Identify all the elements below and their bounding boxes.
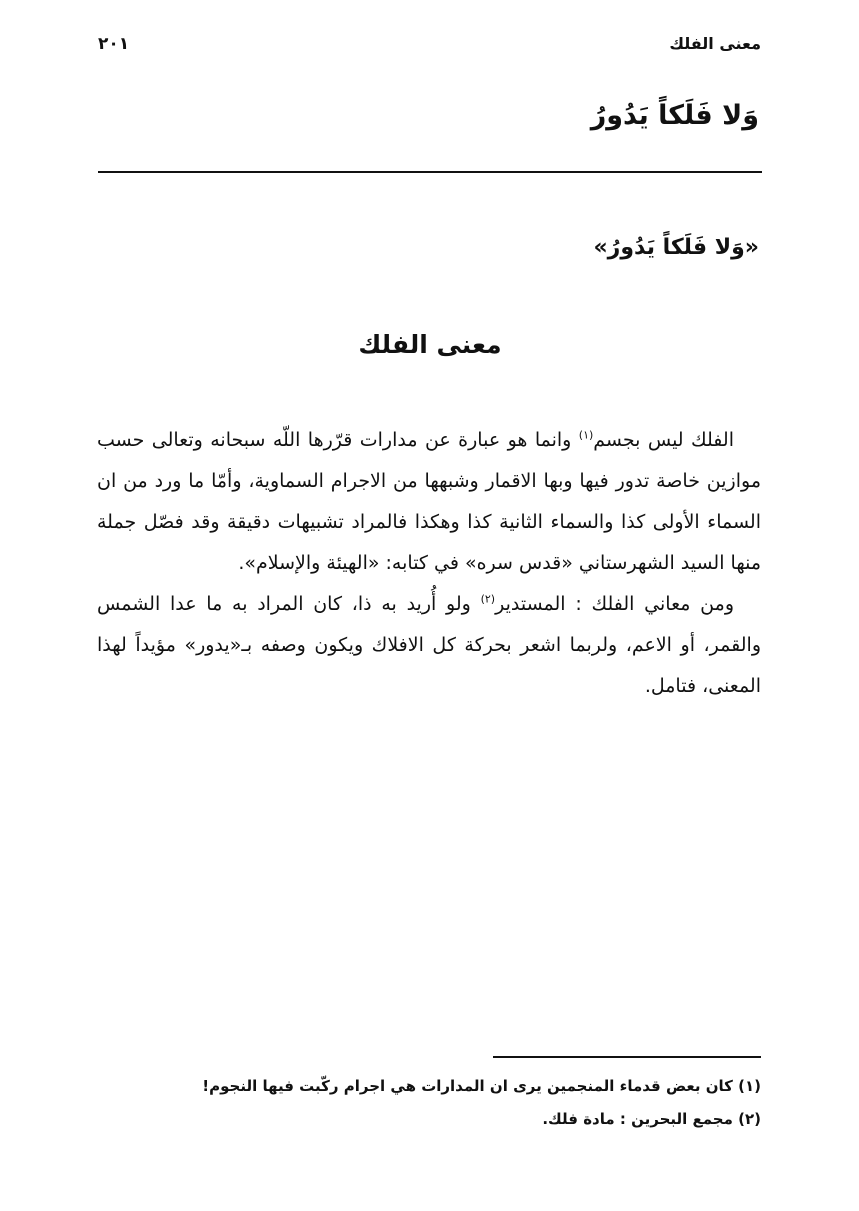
footnotes: [97, 1070, 761, 1136]
running-title: معنى الفلك: [669, 34, 761, 53]
body-text: [97, 420, 761, 707]
section-title: معنى الفلك: [358, 330, 502, 359]
footnote-marker[interactable]: (١): [578, 428, 594, 442]
verse-heading: وَلا فَلَكاً يَدُورُ: [590, 100, 759, 131]
paragraph-text: ومن معاني الفلك : المستدير: [495, 593, 734, 615]
footnote: (١) كان بعض قدماء المنجمين يرى ان المدارات هي اجرام ركّبت فيها النجوم!: [202, 1077, 761, 1095]
quoted-verse: «وَلا فَلَكاً يَدُورُ»: [593, 235, 759, 260]
paragraph-text: ولو أُريد به ذا، كان المراد به ما عدا الشمس والقمر، أو الاعم، ولربما اشعر بحركة كل الافلاك ويكون وصفه بـ«يدور» مؤيداً لهذا المعنى، فتامل.: [97, 593, 761, 697]
paragraph-text: الفلك ليس بجسم: [593, 429, 734, 451]
paragraph: [97, 584, 761, 707]
paragraph-text: وانما هو عبارة عن مدارات قرّرها اللّه سبحانه وتعالى حسب موازين خاصة تدور فيها وبها الاقمار وشبهها من الاجرام السماوية، وأمّا ما ورد من ان السماء الأولى كذا والسماء الثانية كذا وهكذا فالمراد تشبيهات دقيقة وقد فصّل جملة منها السيد الشهرستاني «قدس سره» في كتابه: «الهيئة والإسلام».: [97, 429, 761, 574]
page-number: ٢٠١: [98, 34, 130, 54]
footnote: (٢) مجمع البحرين : مادة فلك.: [542, 1110, 761, 1128]
footnote-divider: [493, 1056, 761, 1058]
paragraph: [97, 420, 761, 584]
footnote-marker[interactable]: (٢): [480, 592, 496, 606]
heading-divider: [98, 171, 762, 173]
